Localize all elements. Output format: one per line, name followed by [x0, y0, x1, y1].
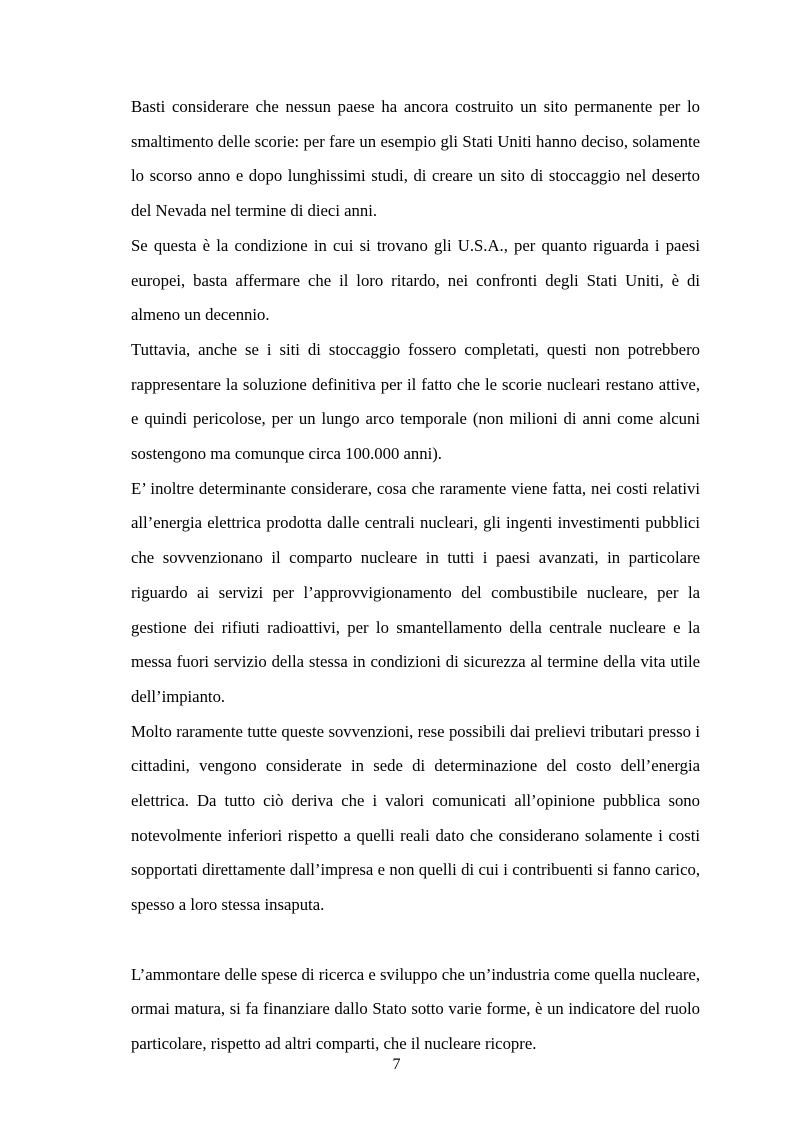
body-text	[131, 90, 700, 1062]
paragraph-spacer	[131, 923, 700, 958]
paragraph-1: Basti considerare che nessun paese ha ancora costruito un sito permanente per lo smaltimento delle scorie: per fare un esempio gli Stati Uniti hanno deciso, solamente lo scorso anno e dopo lunghissimi studi, di creare un sito di stoccaggio nel deserto del Nevada nel termine di dieci anni.	[131, 97, 700, 221]
paragraph-2: Se questa è la condizione in cui si trovano gli U.S.A., per quanto riguarda i paesi europei, basta affermare che il loro ritardo, nei confronti degli Stati Uniti, è di almeno un decennio.	[131, 235, 700, 325]
paragraph-3: Tuttavia, anche se i siti di stoccaggio fossero completati, questi non potrebbero rappresentare la soluzione definitiva per il fatto che le scorie nucleari restano attive, e quindi pericolose, per un lungo arco temporale (non milioni di anni come alcuni sostengono ma comunque circa 100.000 anni).	[131, 339, 700, 464]
paragraph-4: E’ inoltre determinante considerare, cosa che raramente viene fatta, nei costi relativi all’energia elettrica prodotta dalle centrali nucleari, gli ingenti investimenti pubblici che sovvenzionano il comparto nucleare in tutti i paesi avanzati, in particolare riguardo ai servizi per l’approvvigionamento del combustibile nucleare, per la gestione dei rifiuti radioattivi, per lo smantellamento della centrale nucleare e la messa fuori servizio della stessa in condizioni di sicurezza al termine della vita utile dell’impianto.	[131, 478, 700, 706]
paragraph-6: L’ammontare delle spese di ricerca e sviluppo che un’industria come quella nucleare, ormai matura, si fa finanziare dallo Stato sotto varie forme, è un indicatore del ruolo particolare, rispetto ad altri comparti, che il nucleare ricopre.	[131, 964, 700, 1053]
page-number: 7	[392, 1056, 401, 1073]
paragraph-5: Molto raramente tutte queste sovvenzioni, rese possibili dai prelievi tributari presso i cittadini, vengono considerate in sede di determinazione del costo dell’energia elettrica. Da tutto ciò deriva che i valori comunicati all’opinione pubblica sono notevolmente inferiori rispetto a quelli reali dato che considerano solamente i costi sopportati direttamente dall’impresa e non quelli di cui i contribuenti si fanno carico, spesso a loro stessa insaputa.	[131, 721, 700, 915]
